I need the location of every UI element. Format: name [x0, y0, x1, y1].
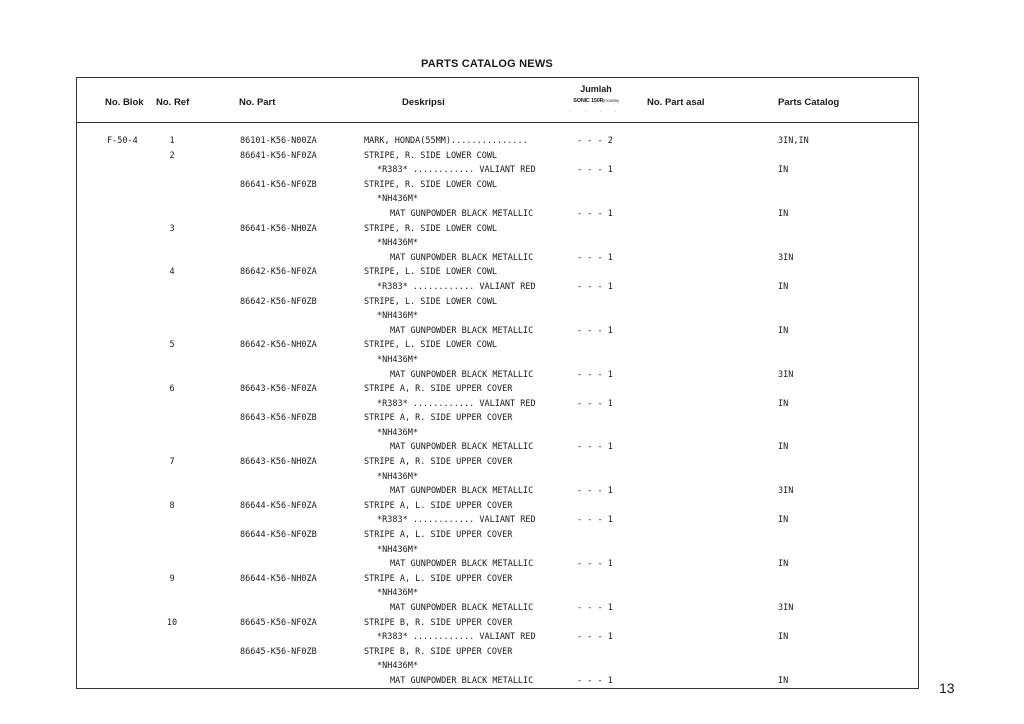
table-row — [77, 486, 918, 501]
cell-no-part: 86642-K56-NF0ZA — [240, 267, 317, 278]
cell-deskripsi: *NH436M* — [377, 471, 418, 482]
cell-no-part: 86644-K56-NH0ZA — [240, 573, 317, 584]
cell-deskripsi: *R383* ............ VALIANT RED — [377, 632, 536, 643]
table-row — [77, 676, 918, 691]
cell-no-part: 86641-K56-NF0ZB — [240, 179, 317, 190]
cell-parts-catalog: IN — [778, 398, 789, 409]
cell-no-ref: 2 — [169, 150, 175, 161]
table-row — [77, 136, 918, 151]
cell-no-part: 86643-K56-NH0ZA — [240, 457, 317, 468]
cell-no-ref: 8 — [169, 500, 175, 511]
cell-deskripsi: STRIPE, L. SIDE LOWER COWL — [364, 296, 498, 307]
table-row — [77, 515, 918, 530]
cell-jumlah: - - - 1 — [577, 165, 613, 176]
header-deskripsi: Deskripsi — [402, 97, 445, 108]
table-row — [77, 165, 918, 180]
cell-deskripsi: STRIPE, R. SIDE LOWER COWL — [364, 150, 498, 161]
table-row — [77, 618, 918, 633]
header-no-part-asal: No. Part asal — [647, 97, 705, 108]
header-jumlah-model-name: SONIC 150R — [573, 98, 604, 104]
header-jumlah — [565, 84, 627, 115]
cell-deskripsi: *NH436M* — [377, 544, 418, 555]
cell-no-part: 86644-K56-NF0ZA — [240, 500, 317, 511]
table-row — [77, 442, 918, 457]
cell-jumlah: - - - 1 — [577, 398, 613, 409]
cell-deskripsi: STRIPE B, R. SIDE UPPER COVER — [364, 646, 513, 657]
cell-deskripsi: MAT GUNPOWDER BLACK METALLIC — [390, 486, 534, 497]
cell-jumlah: - - - 1 — [577, 559, 613, 570]
table-row — [77, 632, 918, 647]
cell-no-part: 86641-K56-NH0ZA — [240, 223, 317, 234]
cell-no-ref: 7 — [169, 457, 175, 468]
cell-jumlah: - - - 1 — [577, 486, 613, 497]
cell-no-ref: 9 — [169, 573, 175, 584]
header-parts-catalog: Parts Catalog — [778, 97, 840, 108]
cell-no-ref: 5 — [169, 340, 175, 351]
table-header — [77, 78, 918, 123]
cell-deskripsi: *NH436M* — [377, 311, 418, 322]
table-row — [77, 530, 918, 545]
table-row — [77, 574, 918, 589]
table-row — [77, 297, 918, 312]
table-row — [77, 559, 918, 574]
cell-parts-catalog: IN — [778, 325, 789, 336]
table-row — [77, 267, 918, 282]
cell-deskripsi: STRIPE, L. SIDE LOWER COWL — [364, 267, 498, 278]
cell-jumlah: - - - 1 — [577, 325, 613, 336]
table-row — [77, 647, 918, 662]
header-jumlah-model — [565, 98, 627, 104]
cell-deskripsi: MAT GUNPOWDER BLACK METALLIC — [390, 442, 534, 453]
table-row — [77, 194, 918, 209]
header-jumlah-title: Jumlah — [580, 84, 612, 94]
table-body — [77, 136, 918, 691]
cell-deskripsi: MAT GUNPOWDER BLACK METALLIC — [390, 369, 534, 380]
table-row — [77, 588, 918, 603]
cell-no-ref: 3 — [169, 223, 175, 234]
cell-deskripsi: *R383* ............ VALIANT RED — [377, 515, 536, 526]
cell-deskripsi: *NH436M* — [377, 238, 418, 249]
table-row — [77, 603, 918, 618]
parts-table — [76, 77, 919, 689]
cell-deskripsi: STRIPE, R. SIDE LOWER COWL — [364, 179, 498, 190]
cell-no-part: 86645-K56-NF0ZB — [240, 646, 317, 657]
cell-parts-catalog: IN — [778, 515, 789, 526]
table-row — [77, 238, 918, 253]
cell-parts-catalog: IN — [778, 632, 789, 643]
cell-parts-catalog: 3IN,IN — [778, 136, 809, 146]
table-row — [77, 151, 918, 166]
cell-no-part: 86645-K56-NF0ZA — [240, 617, 317, 628]
cell-no-part: 86641-K56-NF0ZA — [240, 150, 317, 161]
page-title: PARTS CATALOG NEWS — [421, 58, 553, 70]
cell-deskripsi: *NH436M* — [377, 354, 418, 365]
table-row — [77, 545, 918, 560]
header-no-blok: No. Blok — [105, 97, 144, 108]
table-row — [77, 428, 918, 443]
header-no-ref: No. Ref — [156, 97, 190, 108]
cell-deskripsi: STRIPE A, L. SIDE UPPER COVER — [364, 573, 513, 584]
cell-jumlah: - - - 1 — [577, 281, 613, 292]
cell-deskripsi: MAT GUNPOWDER BLACK METALLIC — [390, 208, 534, 219]
table-row — [77, 370, 918, 385]
cell-deskripsi: MARK, HONDA(55MM)............... — [364, 136, 528, 146]
table-row — [77, 399, 918, 414]
cell-deskripsi: *R383* ............ VALIANT RED — [377, 281, 536, 292]
cell-no-ref: 10 — [166, 617, 178, 628]
cell-deskripsi: MAT GUNPOWDER BLACK METALLIC — [390, 675, 534, 686]
cell-no-ref: 6 — [169, 384, 175, 395]
table-row — [77, 355, 918, 370]
cell-no-part: 86642-K56-NF0ZB — [240, 296, 317, 307]
cell-deskripsi: *NH436M* — [377, 661, 418, 672]
cell-deskripsi: STRIPE A, L. SIDE UPPER COVER — [364, 530, 513, 541]
cell-deskripsi: *R383* ............ VALIANT RED — [377, 398, 536, 409]
cell-jumlah: - - - 1 — [577, 632, 613, 643]
table-row — [77, 457, 918, 472]
cell-parts-catalog: IN — [778, 559, 789, 570]
cell-jumlah: - - - 1 — [577, 603, 613, 613]
cell-parts-catalog: 3IN — [778, 369, 794, 380]
table-row — [77, 180, 918, 195]
table-row — [77, 311, 918, 326]
cell-deskripsi: *NH436M* — [377, 194, 418, 205]
table-row — [77, 326, 918, 341]
cell-parts-catalog: 3IN — [778, 486, 794, 497]
cell-parts-catalog: 3IN — [778, 252, 794, 263]
cell-parts-catalog: IN — [778, 442, 789, 453]
cell-no-ref: 1 — [169, 136, 175, 146]
cell-jumlah: - - - 1 — [577, 252, 613, 263]
cell-deskripsi: STRIPE B, R. SIDE UPPER COVER — [364, 617, 513, 628]
cell-deskripsi: STRIPE A, R. SIDE UPPER COVER — [364, 384, 513, 395]
cell-deskripsi: MAT GUNPOWDER BLACK METALLIC — [390, 252, 534, 263]
cell-deskripsi: *NH436M* — [377, 588, 418, 599]
cell-jumlah: - - - 1 — [577, 675, 613, 686]
cell-deskripsi: *NH436M* — [377, 427, 418, 438]
table-row — [77, 282, 918, 297]
header-no-part: No. Part — [239, 97, 276, 108]
cell-no-part: 86643-K56-NF0ZB — [240, 413, 317, 424]
cell-deskripsi: STRIPE A, R. SIDE UPPER COVER — [364, 413, 513, 424]
cell-parts-catalog: IN — [778, 165, 789, 176]
cell-jumlah: - - - 1 — [577, 515, 613, 526]
cell-no-blok: F-50-4 — [107, 136, 138, 146]
table-row — [77, 340, 918, 355]
cell-parts-catalog: IN — [778, 281, 789, 292]
cell-no-part: 86643-K56-NF0ZA — [240, 384, 317, 395]
cell-jumlah: - - - 1 — [577, 442, 613, 453]
cell-deskripsi: *R383* ............ VALIANT RED — [377, 165, 536, 176]
table-row — [77, 384, 918, 399]
cell-parts-catalog: IN — [778, 675, 789, 686]
cell-no-ref: 4 — [169, 267, 175, 278]
cell-deskripsi: STRIPE, R. SIDE LOWER COWL — [364, 223, 498, 234]
cell-no-part: 86642-K56-NH0ZA — [240, 340, 317, 351]
table-row — [77, 253, 918, 268]
header-jumlah-marks: · · · · — [569, 109, 623, 115]
cell-no-part: 86101-K56-N00ZA — [240, 136, 317, 146]
cell-parts-catalog: 3IN — [778, 603, 794, 613]
table-row — [77, 209, 918, 224]
cell-jumlah: - - - 1 — [577, 369, 613, 380]
cell-deskripsi: STRIPE A, R. SIDE UPPER COVER — [364, 457, 513, 468]
table-row — [77, 661, 918, 676]
cell-deskripsi: STRIPE A, L. SIDE UPPER COVER — [364, 500, 513, 511]
table-row — [77, 413, 918, 428]
cell-no-part: 86644-K56-NF0ZB — [240, 530, 317, 541]
cell-deskripsi: MAT GUNPOWDER BLACK METALLIC — [390, 325, 534, 336]
header-jumlah-model-code: (FX150R6) — [603, 99, 619, 103]
page-number: 13 — [939, 680, 955, 696]
table-row — [77, 472, 918, 487]
cell-deskripsi: MAT GUNPOWDER BLACK METALLIC — [390, 559, 534, 570]
table-row — [77, 501, 918, 516]
cell-parts-catalog: IN — [778, 208, 789, 219]
cell-deskripsi: MAT GUNPOWDER BLACK METALLIC — [390, 603, 534, 613]
cell-jumlah: - - - 2 — [577, 136, 613, 146]
cell-jumlah: - - - 1 — [577, 208, 613, 219]
cell-deskripsi: STRIPE, L. SIDE LOWER COWL — [364, 340, 498, 351]
table-row — [77, 224, 918, 239]
